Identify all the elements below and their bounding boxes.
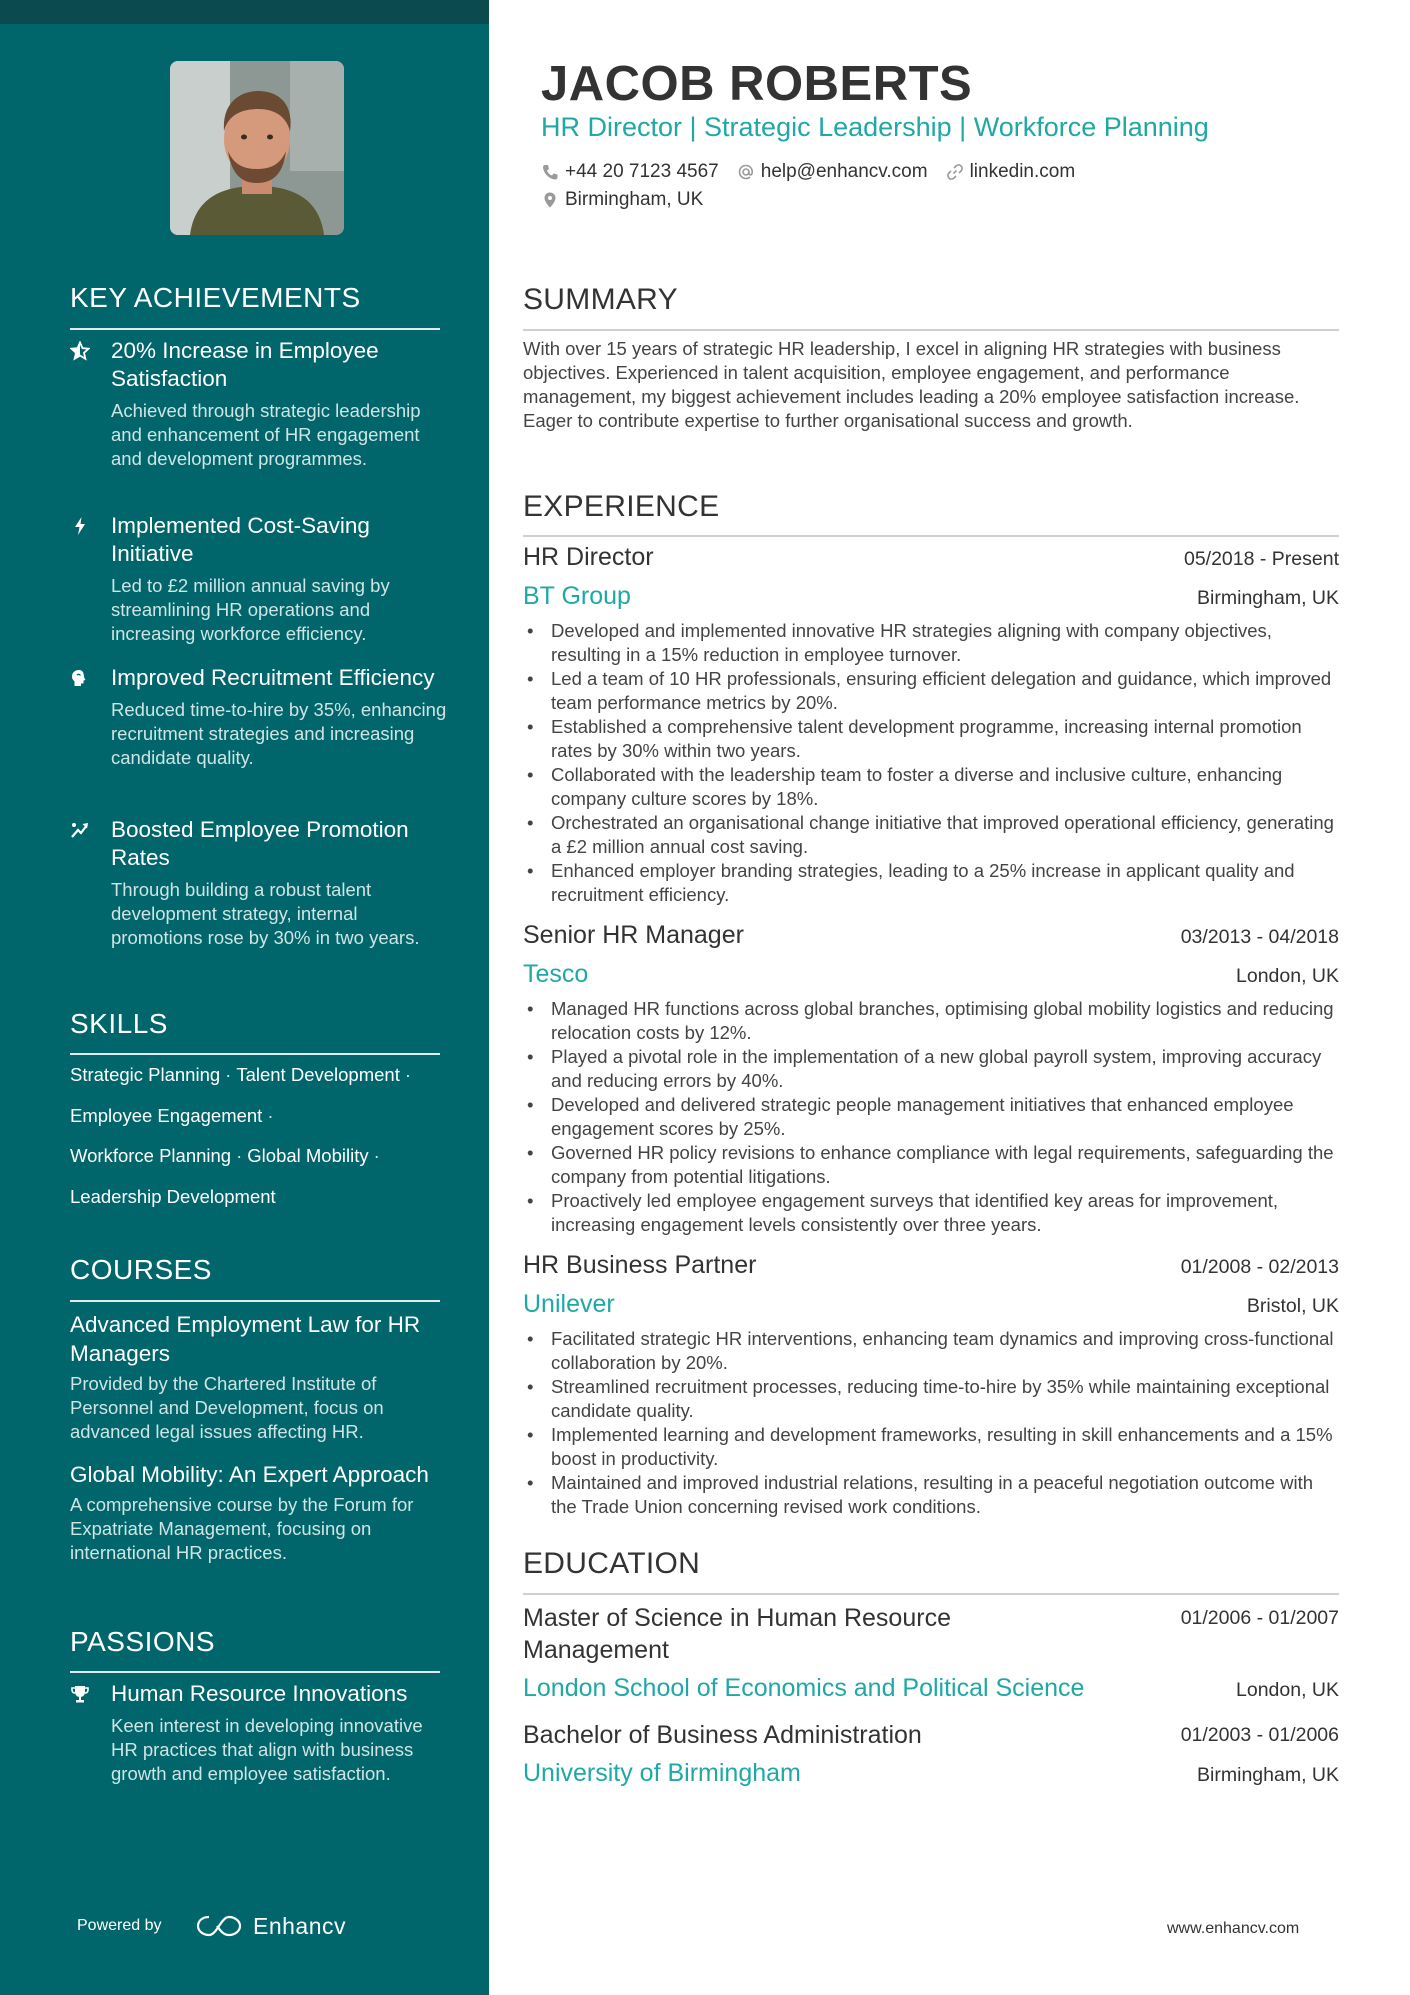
skill-tag: Workforce Planning xyxy=(70,1145,232,1166)
school-location: Birmingham, UK xyxy=(1197,1764,1339,1786)
section-divider xyxy=(70,1671,440,1673)
skill-tag: Employee Engagement xyxy=(70,1104,263,1126)
education-dates: 01/2003 - 01/2006 xyxy=(1180,1724,1339,1746)
link-icon xyxy=(946,163,964,181)
school-location: London, UK xyxy=(1236,1679,1339,1701)
achievement-description: Achieved through strategic leadership and enhancement of HR engagement and development programmes. xyxy=(111,400,421,469)
list-item: • Governed HR policy revisions to enhance compliance with legal requirements, safeguarding the company from potential litigations. xyxy=(523,1141,1339,1189)
company-name: Unilever xyxy=(523,1290,615,1318)
achievement-description: Through building a robust talent development strategy, internal promotions rose by 30% in two years. xyxy=(111,879,420,948)
contact-phone[interactable] xyxy=(541,161,719,183)
skill-tag: Global Mobility xyxy=(247,1145,369,1166)
experience-entry xyxy=(523,921,1339,1237)
achievement-title: 20% Increase in Employee Satisfaction xyxy=(111,338,379,391)
course-item xyxy=(70,1310,450,1444)
company-name: Tesco xyxy=(523,960,589,988)
list-item: • Established a comprehensive talent development programme, increasing internal promotion rates by 30% within two years. xyxy=(523,715,1339,763)
education-heading: EDUCATION xyxy=(523,1547,701,1580)
job-title: HR Business Partner xyxy=(523,1251,757,1279)
section-divider xyxy=(70,328,440,330)
list-item: • Enhanced employer branding strategies, leading to a 25% increase in applicant quality and recruitment efficiency. xyxy=(523,859,1339,907)
experience-entry xyxy=(523,543,1339,907)
job-location: Bristol, UK xyxy=(1246,1295,1339,1317)
achievement-item xyxy=(70,512,450,646)
email-text: help@enhancv.com xyxy=(760,161,928,182)
enhancv-logo-icon xyxy=(195,1913,243,1939)
list-item: • Maintained and improved industrial relations, resulting in a peaceful negotiation outcome with the Trade Union concerning revised work conditions. xyxy=(523,1471,1339,1519)
powered-by-label: Powered by xyxy=(77,1917,162,1934)
list-item: • Streamlined recruitment processes, reducing time-to-hire by 35% while maintaining exceptional candidate quality. xyxy=(523,1375,1339,1423)
education-entry xyxy=(523,1719,1339,1788)
section-divider xyxy=(523,1593,1339,1595)
lightning-icon xyxy=(70,516,90,536)
skills-list: Strategic Planning · Talent Development · Employee Engagement · Workforce Planning · Global Mobility · Leadership Development xyxy=(70,1064,412,1207)
location-text: Birmingham, UK xyxy=(565,189,704,210)
list-item: • Collaborated with the leadership team to foster a diverse and inclusive culture, enhancing company culture scores by 18%. xyxy=(523,763,1339,811)
course-item xyxy=(70,1460,450,1565)
contact-email[interactable] xyxy=(737,161,928,183)
courses-heading: COURSES xyxy=(70,1254,212,1285)
list-item: • Orchestrated an organisational change initiative that improved operational efficiency, generating a £2 million annual cost saving. xyxy=(523,811,1339,859)
achievement-title: Implemented Cost-Saving Initiative xyxy=(111,513,370,566)
job-bullets xyxy=(523,1327,1339,1519)
education-entry xyxy=(523,1602,1339,1703)
sidebar-top-band xyxy=(0,0,489,24)
achievement-title: Boosted Employee Promotion Rates xyxy=(111,817,409,870)
skill-tag: Strategic Planning xyxy=(70,1064,221,1085)
section-divider xyxy=(523,535,1339,537)
contact-location xyxy=(541,189,703,211)
avatar xyxy=(170,61,344,235)
course-description: Provided by the Chartered Institute of Personnel and Development, focus on advanced legal issues affecting HR. xyxy=(70,1373,384,1442)
skills-heading: SKILLS xyxy=(70,1008,168,1039)
section-divider xyxy=(523,329,1339,331)
passion-title: Human Resource Innovations xyxy=(111,1681,408,1706)
achievement-item xyxy=(70,337,450,471)
job-title: HR Director xyxy=(523,543,654,571)
contact-row xyxy=(541,161,1093,183)
course-title: Advanced Employment Law for HR Managers xyxy=(70,1312,421,1366)
list-item: • Managed HR functions across global branches, optimising global mobility logistics and reducing relocation costs by 12%. xyxy=(523,997,1339,1045)
candidate-name: JACOB ROBERTS xyxy=(541,57,973,111)
degree-title: Master of Science in Human Resource Management xyxy=(523,1604,951,1664)
summary-heading: SUMMARY xyxy=(523,283,678,316)
trophy-icon xyxy=(70,1684,90,1704)
passions-heading: PASSIONS xyxy=(70,1626,216,1657)
achievement-title: Improved Recruitment Efficiency xyxy=(111,665,435,690)
degree-title: Bachelor of Business Administration xyxy=(523,1721,922,1749)
school-name: London School of Economics and Political Science xyxy=(523,1674,1085,1702)
phone-icon xyxy=(541,163,559,181)
phone-text: +44 20 7123 4567 xyxy=(565,161,719,182)
enhancv-logo[interactable] xyxy=(195,1912,346,1940)
job-dates: 05/2018 - Present xyxy=(1183,548,1339,570)
profile-photo xyxy=(170,61,344,235)
education-dates: 01/2006 - 01/2007 xyxy=(1180,1607,1339,1629)
list-item: • Implemented learning and development frameworks, resulting in skill enhancements and a 15% boost in productivity. xyxy=(523,1423,1339,1471)
list-item: • Developed and implemented innovative HR strategies aligning with company objectives, resulting in a 15% reduction in employee turnover. xyxy=(523,619,1339,667)
school-name: University of Birmingham xyxy=(523,1759,801,1787)
achievement-description: Reduced time-to-hire by 35%, enhancing recruitment strategies and increasing candidate quality. xyxy=(111,699,447,768)
skill-tag: Talent Development xyxy=(236,1064,400,1085)
skill-tag: Leadership Development xyxy=(70,1185,276,1207)
list-item: • Led a team of 10 HR professionals, ensuring efficient delegation and guidance, which improved team performance metrics by 20%. xyxy=(523,667,1339,715)
company-name: BT Group xyxy=(523,582,631,610)
experience-entry xyxy=(523,1251,1339,1519)
list-item: • Proactively led employee engagement surveys that identified key areas for improvement, increasing engagement levels consistently over three years. xyxy=(523,1189,1339,1237)
achievement-item xyxy=(70,816,450,950)
job-dates: 03/2013 - 04/2018 xyxy=(1180,926,1339,948)
job-location: Birmingham, UK xyxy=(1197,587,1339,609)
sidebar xyxy=(0,0,489,1995)
course-title: Global Mobility: An Expert Approach xyxy=(70,1462,429,1487)
passion-item xyxy=(70,1680,450,1786)
job-bullets xyxy=(523,619,1339,907)
enhancv-brand-name: Enhancv xyxy=(253,1912,347,1939)
list-item: • Played a pivotal role in the implementation of a new global payroll system, improving accuracy and reducing errors by 40%. xyxy=(523,1045,1339,1093)
list-item: • Developed and delivered strategic people management initiatives that enhanced employee engagement scores by 25%. xyxy=(523,1093,1339,1141)
location-pin-icon xyxy=(541,191,559,209)
key-achievements-heading: KEY ACHIEVEMENTS xyxy=(70,282,361,313)
job-bullets xyxy=(523,997,1339,1237)
summary-text: With over 15 years of strategic HR leadership, I excel in aligning HR strategies with business objectives. Experienced in talent acquisition, employee engagement, and performance management, my biggest achievement includes leading a 20% employee satisfaction increase. Eager to contribute expertise to further organisational success and growth. xyxy=(523,338,1300,431)
experience-heading: EXPERIENCE xyxy=(523,490,720,523)
linkedin-text: linkedin.com xyxy=(969,161,1076,182)
candidate-tagline: HR Director | Strategic Leadership | Workforce Planning xyxy=(541,112,1209,142)
job-dates: 01/2008 - 02/2013 xyxy=(1180,1256,1339,1278)
job-title: Senior HR Manager xyxy=(523,921,744,949)
brain-icon xyxy=(70,668,90,688)
achievement-item xyxy=(70,664,450,770)
section-divider xyxy=(70,1300,440,1302)
website-link[interactable]: www.enhancv.com xyxy=(1167,1920,1300,1937)
star-icon xyxy=(70,341,90,361)
at-icon xyxy=(737,163,755,181)
list-item: • Facilitated strategic HR interventions, enhancing team dynamics and improving cross-functional collaboration by 20%. xyxy=(523,1327,1339,1375)
job-location: London, UK xyxy=(1236,965,1339,987)
course-description: A comprehensive course by the Forum for Expatriate Management, focusing on international HR practices. xyxy=(70,1494,414,1563)
contact-row xyxy=(541,189,721,211)
passion-description: Keen interest in developing innovative HR practices that align with business growth and employee satisfaction. xyxy=(111,1715,423,1784)
growth-icon xyxy=(70,820,90,840)
contact-linkedin[interactable] xyxy=(946,161,1076,183)
achievement-description: Led to £2 million annual saving by streamlining HR operations and increasing workforce efficiency. xyxy=(111,575,390,644)
